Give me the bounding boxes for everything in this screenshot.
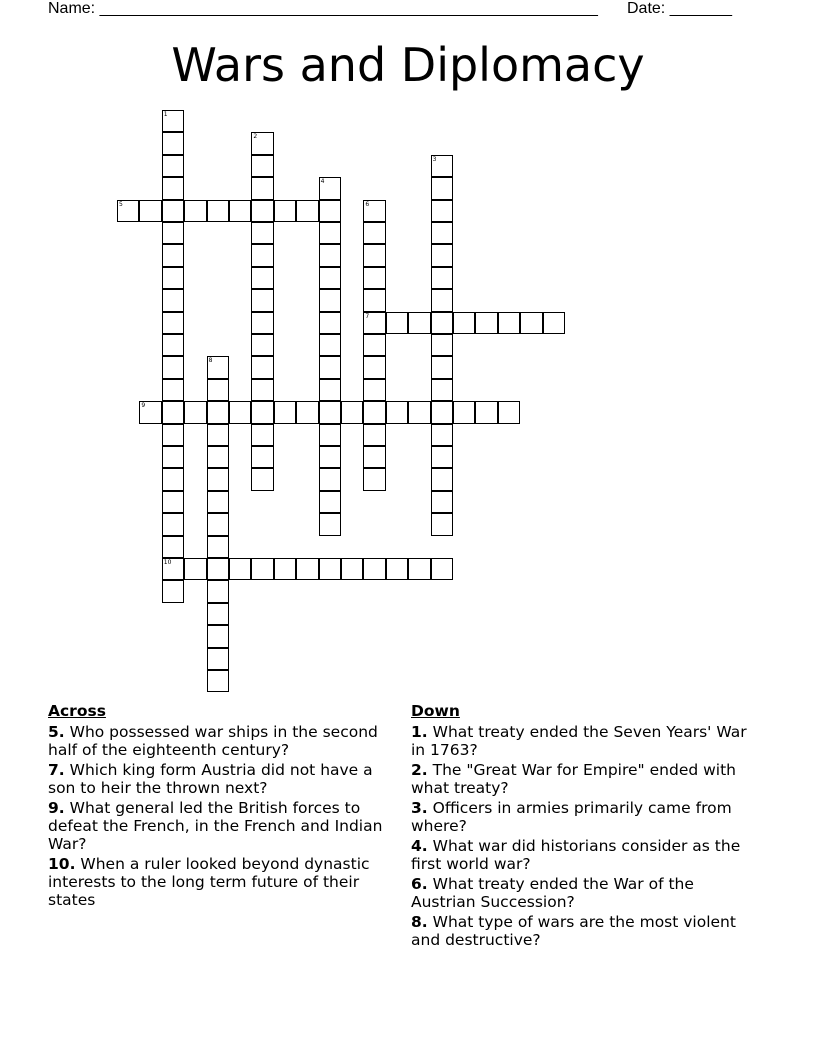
grid-cell[interactable] <box>319 289 341 311</box>
grid-cell[interactable] <box>475 401 497 423</box>
grid-cell[interactable] <box>229 558 251 580</box>
grid-cell[interactable] <box>498 401 520 423</box>
grid-cell[interactable] <box>319 200 341 222</box>
grid-cell[interactable] <box>363 267 385 289</box>
grid-cell[interactable] <box>162 379 184 401</box>
grid-cell[interactable] <box>139 401 161 423</box>
clue-text: What war did historians consider as the first world war? <box>411 837 741 873</box>
down-clue <box>411 723 761 759</box>
grid-cell[interactable] <box>162 468 184 490</box>
clue-number: 5. <box>48 723 65 741</box>
grid-cell[interactable] <box>296 200 318 222</box>
grid-cell[interactable] <box>363 424 385 446</box>
grid-cell[interactable] <box>319 222 341 244</box>
down-clue <box>411 875 761 911</box>
grid-cell[interactable] <box>363 401 385 423</box>
grid-cell[interactable] <box>251 155 273 177</box>
across-clue <box>48 761 398 797</box>
grid-cell[interactable] <box>363 468 385 490</box>
grid-cell[interactable] <box>431 289 453 311</box>
grid-cell[interactable] <box>408 312 430 334</box>
grid-cell[interactable] <box>363 222 385 244</box>
grid-cell[interactable] <box>431 267 453 289</box>
grid-cell[interactable] <box>251 312 273 334</box>
grid-cell[interactable] <box>162 491 184 513</box>
grid-cell[interactable] <box>319 424 341 446</box>
grid-cell[interactable] <box>162 110 184 132</box>
date-line: Date: _______ <box>627 0 732 17</box>
grid-cell[interactable] <box>251 200 273 222</box>
grid-cell[interactable] <box>431 468 453 490</box>
clue-text: What treaty ended the War of the Austrian Succession? <box>411 875 694 911</box>
down-clue <box>411 913 761 949</box>
grid-cell[interactable] <box>207 401 229 423</box>
cell-number: 4 <box>320 178 325 186</box>
grid-cell[interactable] <box>543 312 565 334</box>
clue-text: What treaty ended the Seven Years' War in 1763? <box>411 723 747 759</box>
cell-number: 10 <box>163 559 172 566</box>
grid-cell[interactable] <box>251 244 273 266</box>
grid-cell[interactable] <box>341 401 363 423</box>
down-clue <box>411 799 761 835</box>
grid-cell[interactable] <box>251 379 273 401</box>
grid-cell[interactable] <box>319 446 341 468</box>
grid-cell[interactable] <box>431 334 453 356</box>
across-clue <box>48 799 398 853</box>
grid-cell[interactable] <box>251 222 273 244</box>
grid-cell[interactable] <box>431 558 453 580</box>
grid-cell[interactable] <box>363 356 385 378</box>
page-title: Wars and Diplomacy <box>171 38 645 92</box>
cell-number: 6 <box>365 200 370 208</box>
grid-cell[interactable] <box>251 177 273 199</box>
grid-cell[interactable] <box>363 446 385 468</box>
clue-number: 3. <box>411 799 428 817</box>
grid-cell[interactable] <box>319 468 341 490</box>
grid-cell[interactable] <box>162 244 184 266</box>
grid-cell[interactable] <box>207 536 229 558</box>
clue-text: What general led the British forces to defeat the French, in the French and Indian War? <box>48 799 383 853</box>
cell-number: 7 <box>365 312 370 320</box>
grid-cell[interactable] <box>162 558 184 580</box>
grid-cell[interactable] <box>386 558 408 580</box>
grid-cell[interactable] <box>251 468 273 490</box>
grid-cell[interactable] <box>431 513 453 535</box>
grid-cell[interactable] <box>162 536 184 558</box>
grid-cell[interactable] <box>319 513 341 535</box>
grid-cell[interactable] <box>207 603 229 625</box>
grid-cell[interactable] <box>341 558 363 580</box>
grid-cell[interactable] <box>363 379 385 401</box>
grid-cell[interactable] <box>207 558 229 580</box>
grid-cell[interactable] <box>453 401 475 423</box>
grid-cell[interactable] <box>319 267 341 289</box>
grid-cell[interactable] <box>431 312 453 334</box>
grid-cell[interactable] <box>251 334 273 356</box>
grid-cell[interactable] <box>184 200 206 222</box>
clue-number: 1. <box>411 723 428 741</box>
grid-cell[interactable] <box>319 244 341 266</box>
clue-text: Officers in armies primarily came from where? <box>411 799 732 835</box>
across-clues <box>48 702 398 911</box>
grid-cell[interactable] <box>162 200 184 222</box>
down-clue <box>411 837 761 873</box>
grid-cell[interactable] <box>162 513 184 535</box>
grid-cell[interactable] <box>207 379 229 401</box>
down-clue <box>411 761 761 797</box>
grid-cell[interactable] <box>431 491 453 513</box>
grid-cell[interactable] <box>207 356 229 378</box>
grid-cell[interactable] <box>431 401 453 423</box>
grid-cell[interactable] <box>363 200 385 222</box>
grid-cell[interactable] <box>251 424 273 446</box>
grid-cell[interactable] <box>431 177 453 199</box>
grid-cell[interactable] <box>319 491 341 513</box>
clue-number: 8. <box>411 913 428 931</box>
grid-cell[interactable] <box>431 244 453 266</box>
grid-cell[interactable] <box>162 177 184 199</box>
grid-cell[interactable] <box>274 558 296 580</box>
grid-cell[interactable] <box>319 177 341 199</box>
clue-text: Which king form Austria did not have a son to heir the thrown next? <box>48 761 373 797</box>
grid-cell[interactable] <box>162 424 184 446</box>
grid-cell[interactable] <box>207 424 229 446</box>
grid-cell[interactable] <box>162 356 184 378</box>
grid-cell[interactable] <box>363 334 385 356</box>
grid-cell[interactable] <box>207 670 229 692</box>
grid-cell[interactable] <box>251 558 273 580</box>
grid-cell[interactable] <box>162 155 184 177</box>
grid-cell[interactable] <box>319 558 341 580</box>
grid-cell[interactable] <box>162 267 184 289</box>
across-heading: Across <box>48 702 106 720</box>
clue-text: When a ruler looked beyond dynastic interests to the long term future of their states <box>48 855 370 909</box>
grid-cell[interactable] <box>251 267 273 289</box>
grid-cell[interactable] <box>431 379 453 401</box>
grid-cell[interactable] <box>319 401 341 423</box>
grid-cell[interactable] <box>207 513 229 535</box>
grid-cell[interactable] <box>319 379 341 401</box>
grid-cell[interactable] <box>162 446 184 468</box>
grid-cell[interactable] <box>431 424 453 446</box>
grid-cell[interactable] <box>363 289 385 311</box>
grid-cell[interactable] <box>431 222 453 244</box>
grid-cell[interactable] <box>319 356 341 378</box>
grid-cell[interactable] <box>363 312 385 334</box>
grid-cell[interactable] <box>229 401 251 423</box>
cell-number: 5 <box>119 200 123 208</box>
clue-text: Who possessed war ships in the second half of the eighteenth century? <box>48 723 378 759</box>
grid-cell[interactable] <box>386 401 408 423</box>
grid-cell[interactable] <box>207 468 229 490</box>
grid-cell[interactable] <box>319 312 341 334</box>
name-line: Name: ________________________________________________________ <box>48 0 598 17</box>
grid-cell[interactable] <box>207 200 229 222</box>
grid-cell[interactable] <box>207 446 229 468</box>
clue-number: 4. <box>411 837 428 855</box>
cell-number: 1 <box>163 111 168 118</box>
grid-cell[interactable] <box>431 200 453 222</box>
grid-cell[interactable] <box>162 334 184 356</box>
grid-cell[interactable] <box>251 356 273 378</box>
grid-cell[interactable] <box>363 558 385 580</box>
grid-cell[interactable] <box>431 155 453 177</box>
grid-cell[interactable] <box>274 200 296 222</box>
grid-cell[interactable] <box>162 222 184 244</box>
cell-number: 3 <box>432 155 437 163</box>
clue-number: 9. <box>48 799 65 817</box>
clue-text: The "Great War for Empire" ended with what treaty? <box>411 761 736 797</box>
grid-cell[interactable] <box>251 446 273 468</box>
grid-cell[interactable] <box>251 401 273 423</box>
grid-cell[interactable] <box>117 200 139 222</box>
grid-cell[interactable] <box>207 648 229 670</box>
grid-cell[interactable] <box>162 401 184 423</box>
clue-number: 10. <box>48 855 76 873</box>
grid-cell[interactable] <box>520 312 542 334</box>
clue-number: 7. <box>48 761 65 779</box>
cell-number: 8 <box>208 357 213 365</box>
grid-cell[interactable] <box>184 558 206 580</box>
grid-cell[interactable] <box>408 558 430 580</box>
across-clue <box>48 723 398 759</box>
grid-cell[interactable] <box>296 401 318 423</box>
grid-cell[interactable] <box>296 558 318 580</box>
grid-cell[interactable] <box>229 200 251 222</box>
grid-cell[interactable] <box>274 401 296 423</box>
grid-cell[interactable] <box>207 625 229 647</box>
grid-cell[interactable] <box>475 312 497 334</box>
grid-cell[interactable] <box>431 446 453 468</box>
cell-number: 2 <box>253 133 258 141</box>
grid-cell[interactable] <box>408 401 430 423</box>
grid-cell[interactable] <box>498 312 520 334</box>
grid-cell[interactable] <box>251 289 273 311</box>
grid-cell[interactable] <box>162 312 184 334</box>
cell-number: 9 <box>141 402 146 410</box>
grid-cell[interactable] <box>162 289 184 311</box>
grid-cell[interactable] <box>162 580 184 602</box>
grid-cell[interactable] <box>363 244 385 266</box>
clue-number: 2. <box>411 761 428 779</box>
clue-number: 6. <box>411 875 428 893</box>
grid-cell[interactable] <box>431 356 453 378</box>
grid-cell[interactable] <box>386 312 408 334</box>
grid-cell[interactable] <box>184 401 206 423</box>
grid-cell[interactable] <box>251 132 273 154</box>
across-clue <box>48 855 398 909</box>
grid-cell[interactable] <box>453 312 475 334</box>
grid-cell[interactable] <box>319 334 341 356</box>
down-heading: Down <box>411 702 460 720</box>
clue-text: What type of wars are the most violent and destructive? <box>411 913 736 949</box>
grid-cell[interactable] <box>162 132 184 154</box>
grid-cell[interactable] <box>139 200 161 222</box>
down-clues <box>411 702 761 951</box>
grid-cell[interactable] <box>207 491 229 513</box>
grid-cell[interactable] <box>207 580 229 602</box>
